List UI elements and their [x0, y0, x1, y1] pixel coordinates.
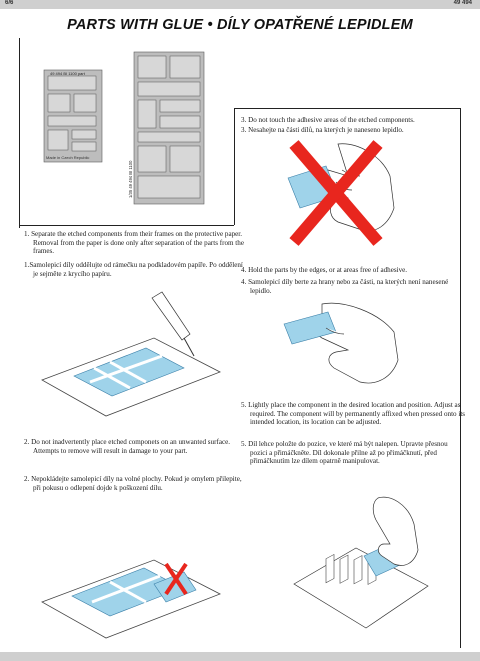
step-4-english: 4. Hold the parts by the edges, or at areas free of adhesive.: [241, 266, 408, 274]
product-code: 49 494: [453, 0, 472, 6]
hand-touch-prohibited-illustration: [278, 138, 398, 248]
scalpel-cutting-illustration: [34, 290, 224, 420]
divider-top-right: [234, 108, 460, 109]
divider-horizontal-mid: [19, 225, 234, 226]
step-3-english: 3. Do not touch the adhesive areas of the etched components.: [241, 116, 415, 124]
page-title: PARTS WITH GLUE • DÍLY OPATŘENÉ LEPIDLEM: [67, 17, 413, 33]
part-on-wrong-surface-illustration: [34, 510, 224, 644]
page-number: 6/6: [5, 0, 14, 6]
step-3-czech: 3. Nesahejte na části dílů, na kterých je naneseno lepidlo.: [241, 126, 404, 134]
footer-bar: [0, 652, 480, 661]
divider-vertical-left: [19, 38, 20, 228]
divider-vertical-mid: [234, 108, 235, 225]
fret-origin-text: Made in Czech Republic: [46, 155, 90, 160]
divider-vertical-right: [460, 108, 461, 648]
hand-pressing-part-illustration: [286, 494, 436, 644]
step-2-english: 2. Do not inadvertently place etched componets on an unwanted surface. Attempts to remove will result in damage to your part.: [24, 438, 231, 455]
header-bar: [0, 0, 480, 9]
step-5-english: 5. Lightly place the component in the desired location and position. Adjust as required. The component will by permanently affixed when pressed onto its intended location, its location can be adjusted.: [241, 401, 466, 427]
photo-etched-fret-illustration: [34, 48, 224, 216]
step-1-czech: 1.Samolepicí díly oddělujte od rámečku na podkladovém papíře. Po oddělení je sejměte z krycího papíru.: [24, 261, 243, 278]
fret-label-left: 49 494 BI 1100 part: [50, 71, 85, 76]
step-2-czech: 2. Nepokládejte samolepicí díly na volné plochy. Pokud je omylem přilepite, při pokusu o odlepení dojde k poškození dílu.: [24, 475, 242, 492]
hand-holding-part-illustration: [282, 298, 402, 390]
step-5-czech: 5. Díl lehce položte do pozice, ve které má být nalepen. Upravte přesnou pozici a přimáčkněte. Díl dokonale přilne až po přimáčknutí, před přimáčknutím lze dílem opatrně manipulovat.: [241, 440, 448, 466]
step-1-english: 1. Separate the etched components from their frames on the protective paper. Removal from the paper is done only after separation of the parts from the frames.: [24, 230, 244, 256]
fret-label-right: 1/35 49 494 BI 1100: [128, 160, 133, 198]
step-4-czech: 4. Samolepicí díly berte za hrany nebo za části, na kterých není nanesené lepidlo.: [241, 278, 449, 295]
